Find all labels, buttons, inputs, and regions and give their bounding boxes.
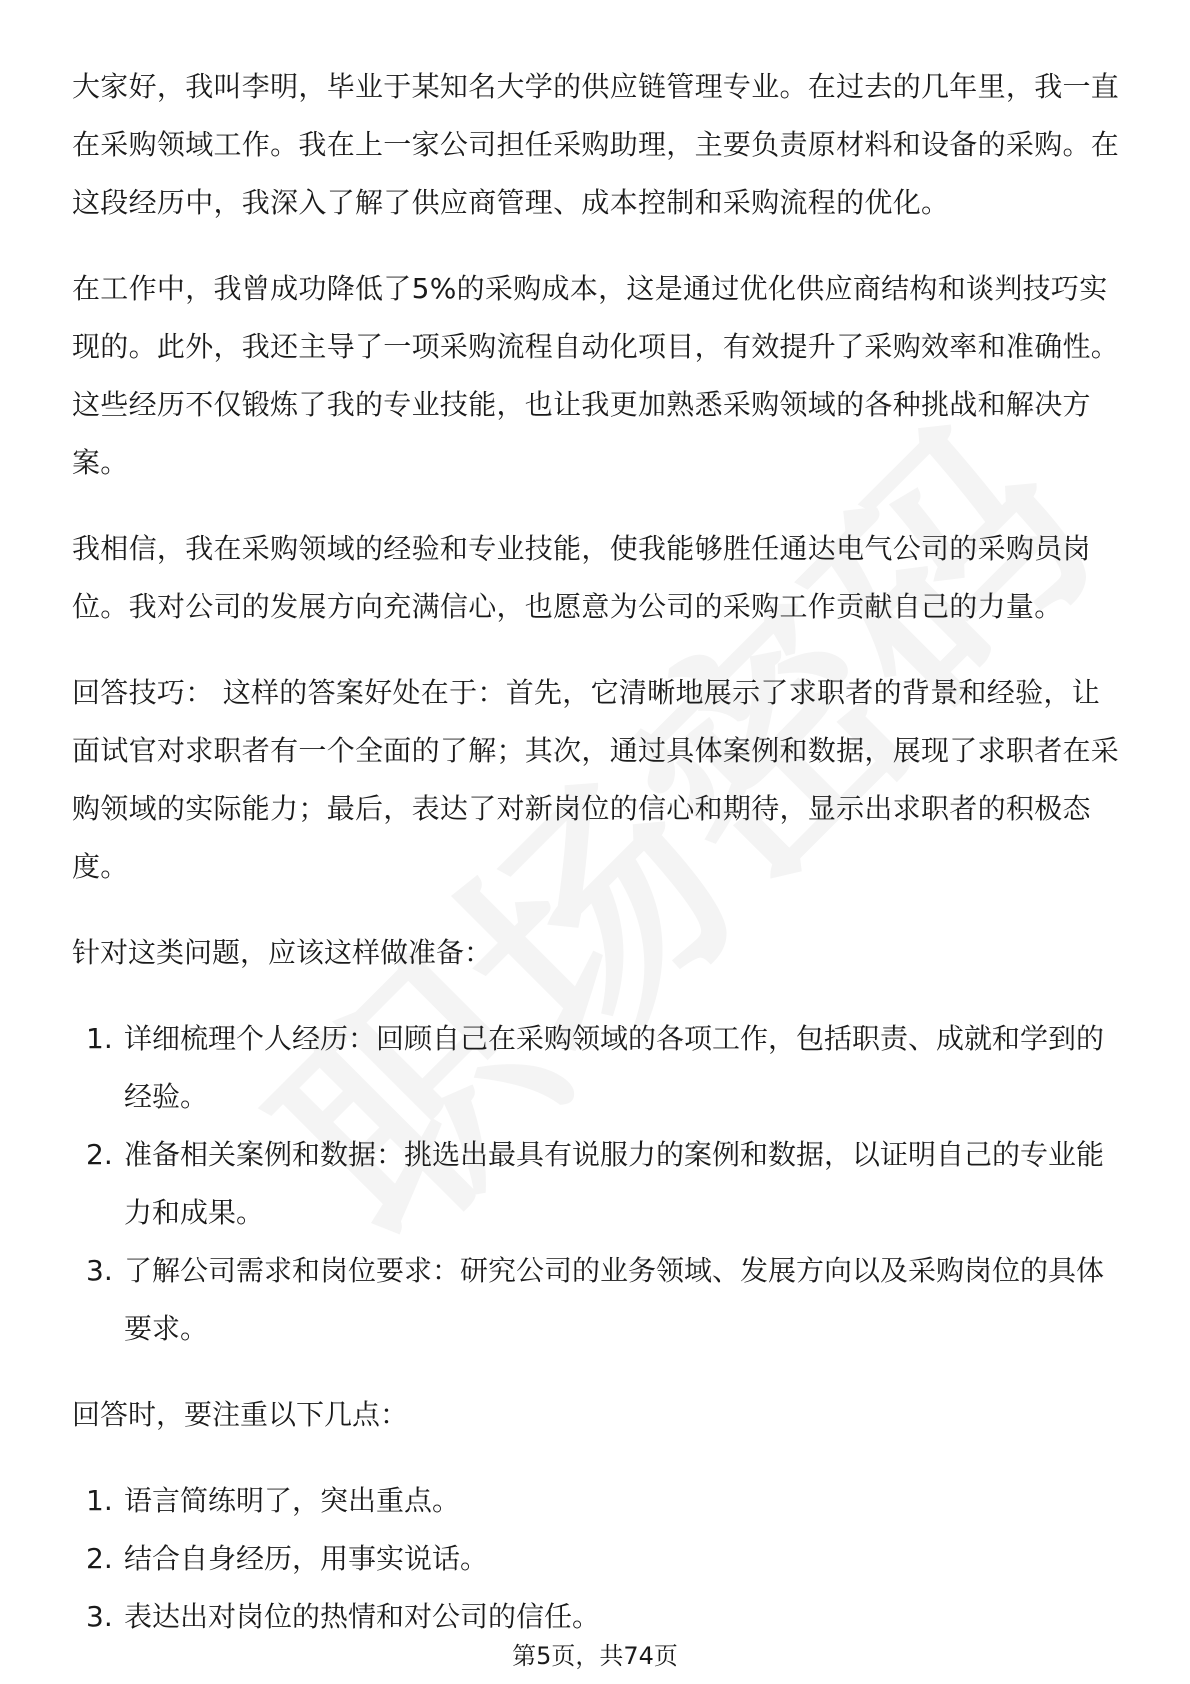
list-number: 1. [86,1022,113,1055]
paragraph-intro: 大家好，我叫李明，毕业于某知名大学的供应链管理专业。在过去的几年里，我一直在采购领域工作。我在上一家公司担任采购助理，主要负责原材料和设备的采购。在这段经历中，我深入了解了供应商管理、成本控制和采购流程的优化。 [72,70,1120,219]
list-text: 结合自身经历，用事实说话。 [124,1542,489,1575]
list-text: 了解公司需求和岗位要求：研究公司的业务领域、发展方向以及采购岗位的具体要求。 [124,1254,1105,1345]
answer-heading: 回答时，要注重以下几点： [72,1398,409,1431]
paragraph-confidence: 我相信，我在采购领域的经验和专业技能，使我能够胜任通达电气公司的采购员岗位。我对公司的发展方向充满信心，也愿意为公司的采购工作贡献自己的力量。 [72,532,1091,623]
list-number: 1. [86,1484,113,1517]
answer-list [72,1472,1122,1646]
list-item [72,1472,1122,1530]
list-item [72,1242,1122,1358]
list-text: 语言简练明了，突出重点。 [124,1484,461,1517]
list-number: 3. [86,1254,113,1287]
prep-list [72,1010,1122,1358]
list-number: 3. [86,1600,113,1633]
list-number: 2. [86,1138,113,1171]
paragraph-tips: 回答技巧： 这样的答案好处在于：首先，它清晰地展示了求职者的背景和经验，让面试官对求职者有一个全面的了解；其次，通过具体案例和数据，展现了求职者在采购领域的实际能力；最后，表达了对新岗位的信心和期待，显示出求职者的积极态度。 [72,676,1120,883]
page-footer: 第5页，共74页 [512,1642,678,1670]
list-item [72,1126,1122,1242]
prep-heading: 针对这类问题，应该这样做准备： [72,936,493,969]
list-text: 表达出对岗位的热情和对公司的信任。 [124,1600,601,1633]
document-body [72,58,1122,1674]
list-text: 详细梳理个人经历：回顾自己在采购领域的各项工作，包括职责、成就和学到的经验。 [124,1022,1105,1113]
list-item [72,1010,1122,1126]
list-text: 准备相关案例和数据：挑选出最具有说服力的案例和数据，以证明自己的专业能力和成果。 [124,1138,1105,1229]
list-number: 2. [86,1542,113,1575]
list-item [72,1530,1122,1588]
paragraph-achievements: 在工作中，我曾成功降低了5%的采购成本，这是通过优化供应商结构和谈判技巧实现的。此外，我还主导了一项采购流程自动化项目，有效提升了采购效率和准确性。这些经历不仅锻炼了我的专业技能，也让我更加熟悉采购领域的各种挑战和解决方案。 [72,272,1120,479]
